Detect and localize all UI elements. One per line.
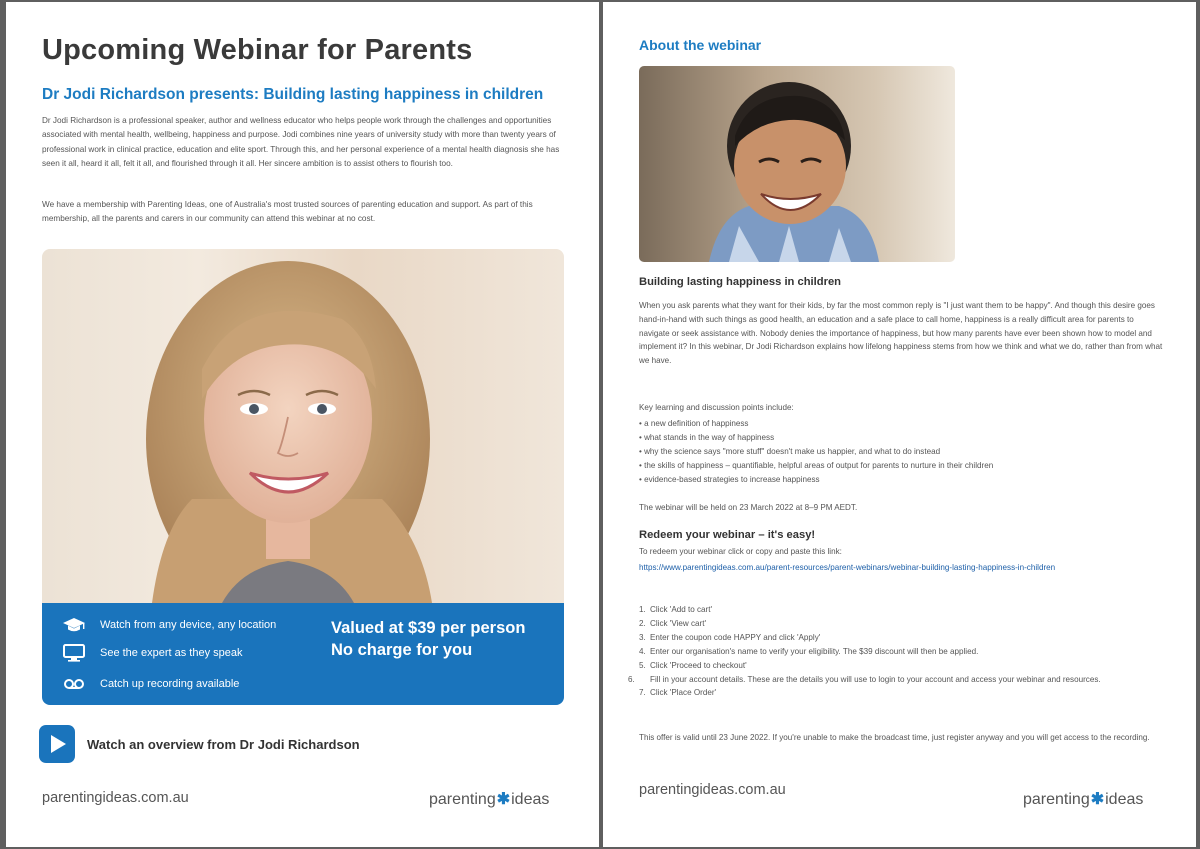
list-item: 5. Click 'Proceed to checkout': [639, 660, 747, 670]
features-box: [42, 603, 564, 705]
redeem-title: Redeem your webinar – it's easy!: [639, 529, 816, 541]
webinar-subtitle: Dr Jodi Richardson presents: Building lasting happiness in children: [42, 86, 544, 103]
valued-price: Valued at $39 per person: [331, 619, 526, 637]
about-heading: About the webinar: [639, 37, 762, 53]
offer-note: This offer is valid until 23 June 2022. If you're unable to make the broadcast time, just register anyway and you will get access to the recording.: [639, 733, 1150, 742]
graduation-cap-icon: [62, 616, 86, 634]
no-charge-label: No charge for you: [331, 641, 473, 659]
brand-word-right: ideas: [511, 791, 550, 808]
pricing-text: [331, 617, 525, 661]
intro-paragraph: When you ask parents what they want for their kids, by far the most common reply is "I just want them to be happy". And though this desire goes hand-in-hand with such things as good health, an education and a safe place to call home, happiness is a really difficult area for parents to navigate or seek assistance with. Nobody denies the importance of happiness, but how many parents have ever been shown how to model and implement it? In this webinar, Dr Jodi Richardson explains how lifelong happiness stems from how we think and what we do, rather than from what we have.: [639, 301, 1163, 366]
list-item: 1. Click 'Add to cart': [639, 605, 713, 614]
monitor-icon: [62, 644, 86, 662]
date-line: The webinar will be held on 23 March 2022 at 8–9 PM AEDT.: [639, 503, 858, 512]
footer-url[interactable]: parentingideas.com.au: [42, 790, 189, 806]
brand-logo: [1023, 789, 1143, 809]
list-item: 3. Enter the coupon code HAPPY and click 'Apply': [639, 632, 821, 642]
feature-item: [62, 643, 242, 663]
feature-item: [62, 674, 239, 694]
brand-word-right: ideas: [1105, 791, 1144, 808]
asterisk-logo-icon: ✱: [1090, 791, 1105, 808]
section-title: Building lasting happiness in children: [639, 276, 842, 288]
brand-word-left: parenting: [429, 791, 496, 808]
list-item: 7. Click 'Place Order': [639, 688, 717, 698]
presenter-photo: [42, 249, 564, 603]
key-points-intro: Key learning and discussion points include:: [639, 403, 794, 412]
feature-label: See the expert as they speak: [100, 647, 243, 659]
redeem-intro: To redeem your webinar click or copy and paste this link:: [639, 547, 842, 556]
presenter-bio: Dr Jodi Richardson is a professional speaker, author and wellness educator who helps people work through the challenges and opportunities associated with mental health, wellbeing, happiness and purpose. Jodi combines nine years of university study with more than twenty years of professional work in clinical practice, education and elite sport. Through this, and her personal experience of a mental health diagnosis she has seen it all, heard it all, felt it all, and flourished through it all. Her sincere ambition is to assist others to flourish too.: [42, 116, 560, 168]
webinar-link[interactable]: https://www.parentingideas.com.au/parent-resources/parent-webinars/webinar-building-lasting-happiness-in-children: [639, 563, 1056, 572]
feature-label: Catch up recording available: [100, 678, 240, 690]
list-item: 4. Enter our organisation's name to verify your eligibility. The $39 discount will then be applied.: [639, 646, 979, 656]
child-photo: [639, 66, 955, 262]
membership-paragraph: We have a membership with Parenting Ideas, one of Australia's most trusted sources of parenting education and support. As part of this membership, all the parents and carers in our community can attend this webinar at no cost.: [42, 200, 533, 224]
feature-label: Watch from any device, any location: [100, 619, 277, 631]
list-item: • a new definition of happiness: [639, 419, 749, 428]
key-points-list: [639, 417, 993, 487]
play-button[interactable]: [39, 725, 75, 763]
list-item: • the skills of happiness – quantifiable, helpful areas of output for parents to nurture in their children: [639, 460, 994, 470]
list-item: 6. Fill in your account details. These are the details you will use to login to your account and access your webinar and resources.: [628, 674, 1101, 684]
feature-item: [62, 615, 276, 635]
list-item: • what stands in the way of happiness: [639, 432, 775, 442]
redeem-steps: [628, 603, 1164, 700]
watch-overview-link[interactable]: Watch an overview from Dr Jodi Richardson: [87, 737, 360, 752]
brand-logo: [429, 789, 549, 809]
list-item: 2. Click 'View cart': [639, 618, 707, 628]
asterisk-logo-icon: ✱: [496, 791, 511, 808]
voicemail-icon: [62, 675, 86, 693]
brand-word-left: parenting: [1023, 791, 1090, 808]
right-page: [603, 2, 1196, 847]
play-icon: [39, 725, 75, 763]
list-item: • why the science says "more stuff" doesn't make us happier, and what to do instead: [639, 446, 941, 456]
footer-url[interactable]: parentingideas.com.au: [639, 782, 786, 798]
list-item: • evidence-based strategies to increase happiness: [639, 474, 820, 484]
left-page: [6, 2, 599, 847]
page-title: Upcoming Webinar for Parents: [42, 34, 473, 66]
